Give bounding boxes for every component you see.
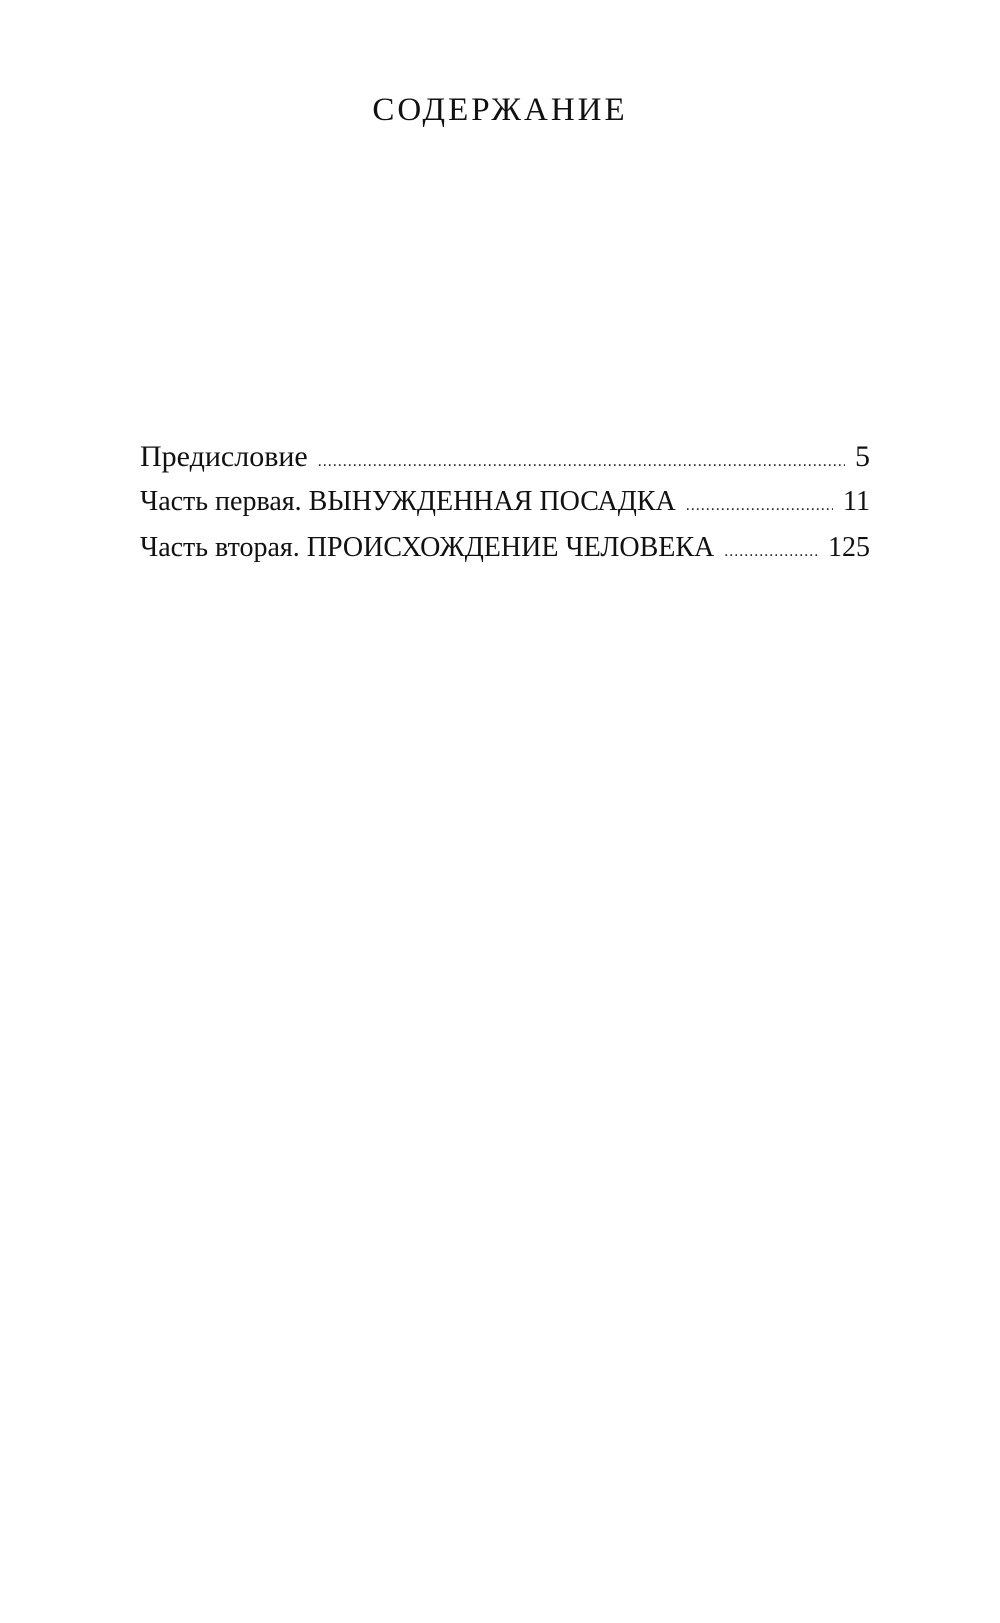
toc-entry-part-one	[140, 486, 870, 532]
toc-entry-part-two	[140, 532, 870, 578]
table-of-contents	[140, 440, 870, 578]
toc-page-number: 5	[855, 440, 870, 473]
toc-entry-label: Часть первая.	[140, 486, 302, 517]
toc-entry-label: Предисловие	[140, 440, 308, 473]
page-title: СОДЕРЖАНИЕ	[372, 92, 628, 128]
toc-entry-heading: ВЫНУЖДЕННАЯ ПОСАДКА	[308, 486, 676, 517]
toc-entry-heading: ПРОИСХОЖДЕНИЕ ЧЕЛОВЕКА	[306, 532, 715, 563]
dot-leader	[318, 453, 845, 471]
toc-entry-spacer	[302, 486, 309, 518]
toc-page-number: 125	[828, 532, 870, 563]
toc-entry-preface	[140, 440, 870, 486]
dot-leader	[686, 497, 833, 515]
toc-page-number: 11	[843, 486, 870, 517]
toc-entry-label: Часть вторая.	[140, 532, 300, 563]
toc-entry-spacer	[300, 532, 307, 564]
dot-leader	[724, 543, 818, 561]
